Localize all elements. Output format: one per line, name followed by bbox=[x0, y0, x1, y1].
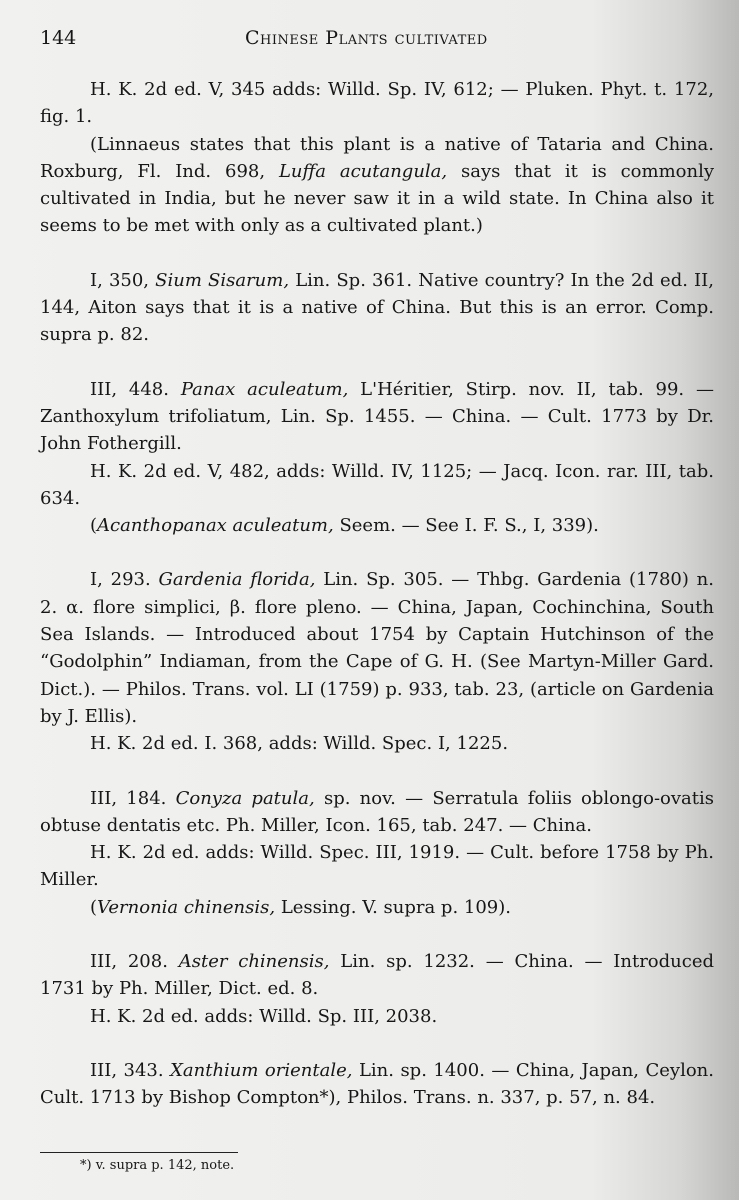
text-run: H. K. 2d ed. I. 368, adds: Willd. Spec. I, 1225. bbox=[90, 733, 509, 755]
text-run: ( bbox=[90, 896, 98, 918]
paragraph bbox=[40, 1057, 714, 1112]
text-run: ( bbox=[90, 515, 98, 537]
text-run: (Linnaeus states that this plant is a native of Tataria and China. Roxburg, Fl. Ind. 698, bbox=[40, 133, 714, 182]
species-name: Luffa acutangula, bbox=[278, 160, 448, 182]
paragraph bbox=[40, 730, 714, 757]
text-run: III, 448. bbox=[90, 378, 181, 400]
text-run: III, 208. bbox=[90, 951, 179, 973]
paragraph bbox=[40, 131, 714, 240]
paragraph bbox=[40, 566, 714, 730]
footnote-rule bbox=[40, 1152, 238, 1153]
text-run: III, 184. bbox=[90, 787, 176, 809]
text-run: H. K. 2d ed. V, 345 adds: Willd. Sp. IV, 612; — Pluken. Phyt. t. 172, fig. 1. bbox=[40, 79, 714, 128]
paragraph bbox=[40, 785, 714, 840]
footnote: *) v. supra p. 142, note. bbox=[80, 1158, 235, 1173]
text-run: H. K. 2d ed. adds: Willd. Sp. III, 2038. bbox=[90, 1005, 438, 1027]
species-name: Sium Sisarum, bbox=[155, 269, 290, 291]
paragraph bbox=[40, 76, 714, 131]
paragraph bbox=[40, 839, 714, 894]
running-head: Chinese Plants cultivated bbox=[245, 27, 488, 49]
text-run: H. K. 2d ed. V, 482, adds: Willd. IV, 1125; — Jacq. Icon. rar. III, tab. 634. bbox=[40, 460, 714, 509]
text-run: Lin. Sp. 305. — Thbg. Gardenia (1780) n. 2. α. flore simplici, β. flore pleno. — China, Japan, Cochinchina, South Sea Islands. — Introduced about 1754 by Captain Hutchinson of the “Godolphin” Indiaman, from the Cape of G. H. (See Martyn-Miller Gard. Dict.). — Philos. Trans. vol. LI (1759) p. 933, tab. 23, (article on Gardenia by J. Ellis). bbox=[40, 569, 714, 727]
text-run: Lin. sp. 1232. — China. — Introduced 1731 by Ph. Miller, Dict. ed. 8. bbox=[40, 951, 715, 1000]
text-run: H. K. 2d ed. adds: Willd. Spec. III, 1919. — Cult. before 1758 by Ph. Miller. bbox=[40, 842, 714, 891]
text-run: I, 293. bbox=[90, 569, 159, 591]
species-name: Acanthopanax aculeatum, bbox=[97, 515, 334, 537]
paragraph bbox=[40, 458, 714, 513]
species-name: Aster chinensis, bbox=[178, 951, 330, 973]
text-run: Lin. sp. 1400. — China, Japan, Ceylon. Cult. 1713 by Bishop Compton*), Philos. Trans. n. 337, p. 57, n. 84. bbox=[40, 1059, 714, 1109]
page-body bbox=[40, 76, 714, 1112]
page-number: 144 bbox=[40, 27, 77, 49]
paragraph bbox=[40, 267, 714, 349]
text-run: Lessing. V. supra p. 109). bbox=[275, 896, 511, 918]
text-run: says that it is commonly cultivated in India, but he never saw it in a wild state. In China also it seems to be met with only as a cultivated plant.) bbox=[40, 160, 715, 237]
text-run: L'Héritier, Stirp. nov. II, tab. 99. — Zanthoxylum trifoliatum, Lin. Sp. 1455. — China. — Cult. 1773 by Dr. John Fothergill. bbox=[40, 378, 714, 455]
text-run: III, 343. bbox=[90, 1059, 171, 1081]
species-name: Xanthium orientale, bbox=[170, 1059, 353, 1081]
text-run: Seem. — See I. F. S., I, 339). bbox=[333, 515, 599, 537]
paragraph bbox=[40, 512, 714, 539]
species-name: Panax aculeatum, bbox=[180, 378, 349, 400]
text-run: I, 350, bbox=[90, 269, 156, 291]
paragraph bbox=[40, 894, 714, 921]
paragraph bbox=[40, 376, 714, 458]
paragraph bbox=[40, 948, 714, 1003]
paragraph bbox=[40, 1003, 714, 1030]
species-name: Vernonia chinensis, bbox=[97, 896, 276, 918]
species-name: Conyza patula, bbox=[175, 787, 315, 809]
page-header bbox=[40, 27, 709, 53]
text-run: sp. nov. — Serratula foliis oblongo-ovatis obtuse dentatis etc. Ph. Miller, Icon. 165, tab. 247. — China. bbox=[40, 787, 715, 836]
species-name: Gardenia florida, bbox=[158, 569, 316, 591]
text-run: Lin. Sp. 361. Native country? In the 2d ed. II, 144, Aiton says that it is a native of China. But this is an error. Comp. supra p. 82. bbox=[40, 269, 714, 346]
